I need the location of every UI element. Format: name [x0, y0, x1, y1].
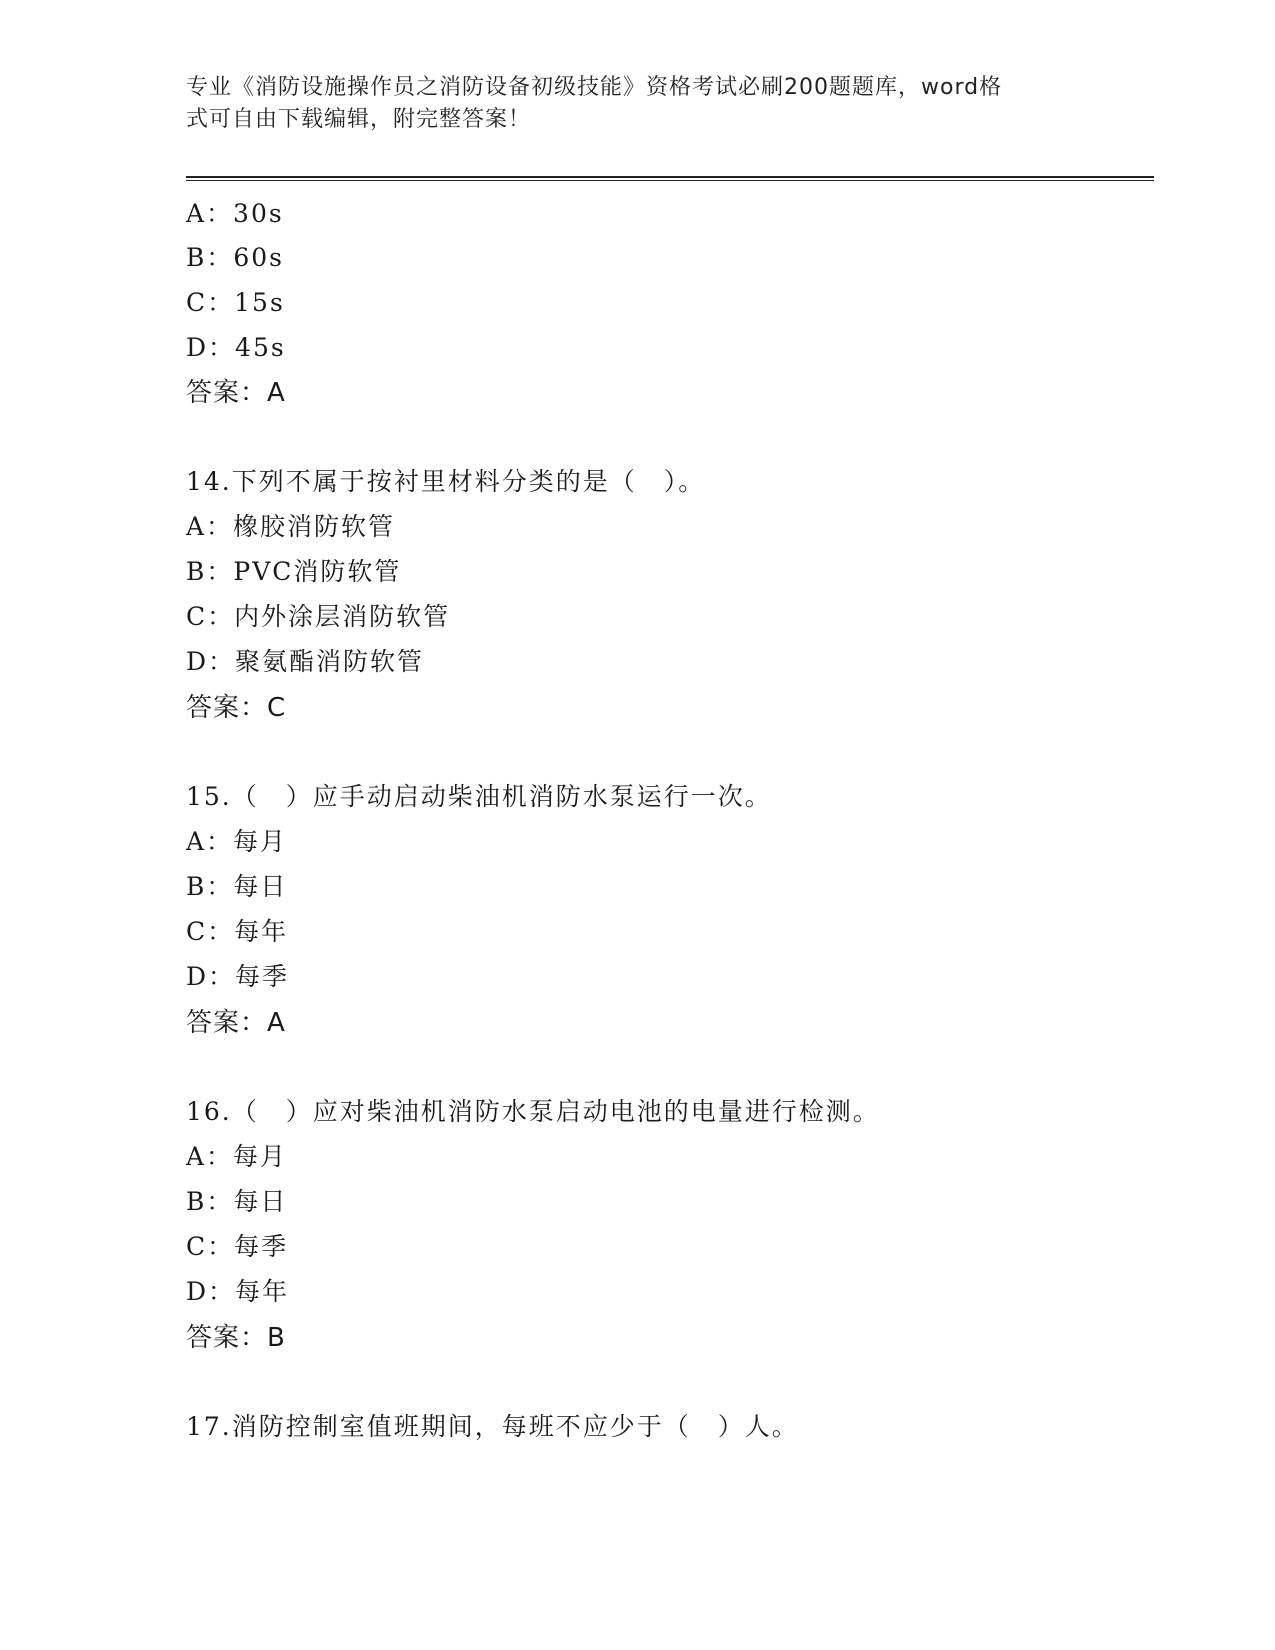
q14-option-c: C：内外涂层消防软管 [186, 602, 451, 631]
q15-stem: 15.（ ）应手动启动柴油机消防水泵运行一次。 [186, 782, 772, 811]
q14-answer: 答案：C [186, 693, 287, 723]
document-header [186, 72, 1076, 136]
q16-option-b: B：每日 [186, 1187, 288, 1216]
q16-option-a: A：每月 [186, 1142, 288, 1171]
q13-option-d: D：45s [186, 333, 286, 362]
q16-answer: 答案：B [186, 1323, 286, 1353]
q17-stem: 17.消防控制室值班期间，每班不应少于（ ）人。 [186, 1412, 799, 1441]
q15-answer: 答案：A [186, 1008, 286, 1038]
header-divider [186, 176, 1154, 181]
q14-option-a: A：橡胶消防软管 [186, 512, 396, 541]
header-line-2: 式可自由下载编辑，附完整答案！ [186, 107, 532, 132]
q15-option-d: D：每季 [186, 962, 290, 991]
q13-option-b: B：60s [186, 243, 285, 272]
header-line-1: 专业《消防设施操作员之消防设备初级技能》资格考试必刷200题题库，word格 [186, 75, 1003, 100]
q13-option-a: A：30s [186, 199, 284, 228]
q14-option-b: B：PVC消防软管 [186, 557, 402, 586]
q15-option-c: C：每年 [186, 917, 289, 946]
q14-option-d: D：聚氨酯消防软管 [186, 647, 425, 676]
q16-stem: 16.（ ）应对柴油机消防水泵启动电池的电量进行检测。 [186, 1097, 880, 1126]
q16-option-c: C：每季 [186, 1232, 289, 1261]
q14-stem: 14.下列不属于按衬里材料分类的是（ ）。 [186, 467, 706, 496]
q13-option-c: C：15s [186, 288, 285, 317]
q15-option-a: A：每月 [186, 827, 288, 856]
q15-option-b: B：每日 [186, 872, 288, 901]
q13-answer: 答案：A [186, 378, 286, 408]
q16-option-d: D：每年 [186, 1277, 290, 1306]
